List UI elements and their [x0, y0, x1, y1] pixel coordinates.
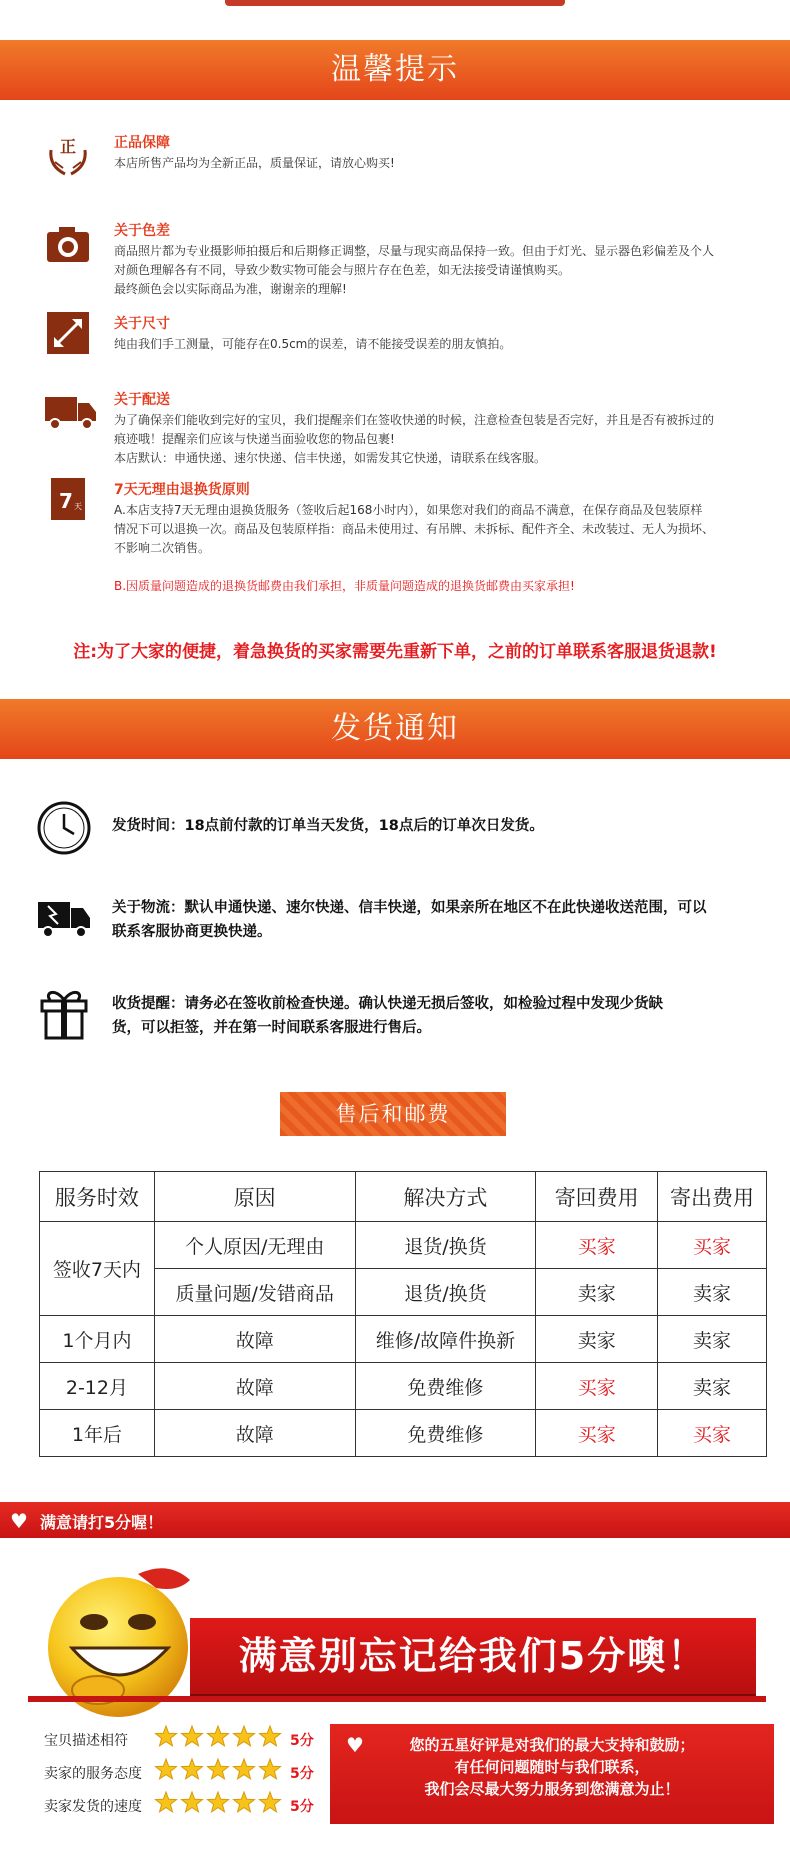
star-rating: [154, 1757, 284, 1787]
tip-title: 关于色差: [114, 223, 170, 239]
header-cell: 服务时效: [40, 1172, 155, 1222]
reason-cell: 故障: [154, 1363, 355, 1410]
star-icon: [260, 1726, 281, 1746]
gift-box-icon: [36, 986, 92, 1042]
tip-body: 本店所售产品均为全新正品，质量保证，请放心购买!: [114, 156, 395, 170]
tip-body: 为了确保亲们能收到完好的宝贝，我们提醒亲们在签收快递的时候，注意检查包装是否完好，并且是否有被拆过的 痕迹哦！提醒亲们应该与快递当面验收您的物品包裹! 本店默认：申通快递、速尔快递、信丰快递，如需发其它快递，请联系在线客服。: [114, 413, 715, 465]
period-cell: 1年后: [40, 1410, 155, 1457]
score-value: 5分: [290, 1766, 314, 1782]
return-fee-cell: 买家: [536, 1410, 658, 1457]
camera-icon: [45, 222, 91, 268]
solution-cell: 维修/故障件换新: [355, 1316, 536, 1363]
send-fee-cell: 卖家: [658, 1363, 767, 1410]
star-icon: [182, 1759, 203, 1779]
tip-body: 商品照片都为专业摄影师拍摄后和后期修正调整，尽量与现实商品保持一致。但由于灯光、显示器色彩偏差及个人 对颜色理解各有不同，导致少数实物可能会与照片存在色差，如无法接受请谨慎购买。 最终颜色会以实际商品为准，谢谢亲的理解!: [114, 244, 715, 296]
solution-cell: 退货/换货: [355, 1222, 536, 1269]
reason-cell: 质量问题/发错商品: [154, 1269, 355, 1316]
return-fee-cell: 买家: [536, 1222, 658, 1269]
score-label: 卖家发货的速度: [44, 1799, 142, 1815]
header-cell: 寄出费用: [658, 1172, 767, 1222]
table-row: [40, 1316, 767, 1363]
star-icon: [234, 1792, 255, 1812]
star-icon: [156, 1792, 177, 1812]
table-row: [40, 1363, 767, 1410]
send-fee-cell: 买家: [658, 1410, 767, 1457]
send-fee-cell: 卖家: [658, 1269, 767, 1316]
shipping-banner: 发货通知: [0, 699, 790, 759]
return-fee-cell: 卖家: [536, 1269, 658, 1316]
table-row: [40, 1222, 767, 1269]
star-icon: [208, 1792, 229, 1812]
tip-body: 纯由我们手工测量，可能存在0.5cm的误差，请不能接受误差的朋友慎拍。: [114, 337, 512, 351]
reason-cell: 故障: [154, 1316, 355, 1363]
star-icon: [234, 1726, 255, 1746]
reason-cell: 个人原因/无理由: [154, 1222, 355, 1269]
reorder-note: 注:为了大家的便捷，着急换货的买家需要先重新下单，之前的订单联系客服退货退款!: [73, 642, 717, 662]
return-fee-cell: 卖家: [536, 1316, 658, 1363]
header-cell: 原因: [154, 1172, 355, 1222]
period-cell: 1个月内: [40, 1316, 155, 1363]
score-row: [44, 1724, 324, 1754]
table-header-row: [40, 1172, 767, 1222]
genuine-hands-icon: [45, 132, 91, 178]
score-value: 5分: [290, 1733, 314, 1749]
tip-body: A.本店支持7天无理由退换货服务（签收后起168小时内），如果您对我们的商品不满意，在保存商品及包装原样 情况下可以退换一次。商品及包装原样指：商品未使用过、有吊牌、未拆标、配件齐全、未改装过、无人为损坏、 不影响二次销售。 B.因质量问题造成的退换货邮费由我们承担，非质量问题造成的退换货邮费由买家承担!: [114, 501, 774, 596]
rating-bar: [0, 1502, 790, 1538]
svg-text:天: 天: [74, 502, 82, 511]
solution-cell: 免费维修: [355, 1363, 536, 1410]
message-line: 您的五星好评是对我们的最大支持和鼓励；: [409, 1736, 695, 1754]
after-sales-title: 售后和邮费: [280, 1092, 506, 1136]
star-icon: [260, 1759, 281, 1779]
send-fee-cell: 卖家: [658, 1316, 767, 1363]
banner-shelf: [28, 1696, 766, 1702]
tip-title: 关于尺寸: [114, 316, 170, 332]
send-fee-cell: 买家: [658, 1222, 767, 1269]
star-icon: [156, 1726, 177, 1746]
five-star-banner: 满意别忘记给我们5分噢！: [190, 1618, 756, 1694]
star-icon: [182, 1792, 203, 1812]
resize-arrow-icon: [45, 310, 91, 356]
score-label: 卖家的服务态度: [44, 1766, 142, 1782]
period-cell: 签收7天内: [40, 1222, 155, 1316]
score-value: 5分: [290, 1799, 314, 1815]
tip-title: 7天无理由退换货原则: [114, 482, 250, 498]
period-cell: 2-12月: [40, 1363, 155, 1410]
express-truck-icon: [36, 890, 92, 946]
header-cell: 寄回费用: [536, 1172, 658, 1222]
after-sales-table: [39, 1171, 767, 1457]
star-icon: [208, 1759, 229, 1779]
heart-icon: ♥: [10, 1509, 28, 1533]
score-row: [44, 1790, 324, 1820]
rating-bar-label: 满意请打5分喔！: [40, 1513, 164, 1532]
score-row: [44, 1757, 324, 1787]
reason-cell: 故障: [154, 1410, 355, 1457]
header-cell: 解决方式: [355, 1172, 536, 1222]
ship-text: 关于物流：默认申通快递、速尔快递、信丰快递，如果亲所在地区不在此快递收送范围，可以 联系客服协商更换快递。: [112, 900, 707, 940]
star-icon: [182, 1726, 203, 1746]
star-icon: [260, 1792, 281, 1812]
return-fee-warning: B.因质量问题造成的退换货邮费由我们承担，非质量问题造成的退换货邮费由买家承担!: [114, 579, 575, 593]
message-line: 有任何问题随时与我们联系，: [454, 1758, 650, 1776]
table-row: [40, 1410, 767, 1457]
score-label: 宝贝描述相符: [44, 1733, 128, 1749]
ship-text: 收货提醒：请务必在签收前检查快递。确认快递无损后签收，如检验过程中发现少货缺 货，可以拒签，并在第一时间联系客服进行售后。: [112, 996, 663, 1036]
delivery-truck-icon: [45, 389, 97, 435]
svg-text:正: 正: [59, 137, 77, 156]
star-rating: [154, 1724, 284, 1754]
heart-icon: ♥: [346, 1733, 364, 1757]
star-icon: [234, 1759, 255, 1779]
star-rating: [154, 1790, 284, 1820]
star-icon: [208, 1726, 229, 1746]
solution-cell: 免费维修: [355, 1410, 536, 1457]
message-line: 我们会尽最大努力服务到您满意为止！: [424, 1780, 680, 1798]
feedback-message-box: [330, 1724, 774, 1824]
ship-text: 发货时间：18点前付款的订单当天发货，18点后的订单次日发货。: [112, 818, 544, 834]
clock-icon: [36, 800, 92, 856]
tips-banner: 温馨提示: [0, 40, 790, 100]
tip-title: 正品保障: [114, 135, 170, 151]
tip-title: 关于配送: [114, 392, 170, 408]
star-icon: [156, 1759, 177, 1779]
top-decoration: [225, 0, 565, 6]
seven-day-calendar-icon: [45, 476, 91, 522]
return-fee-cell: 买家: [536, 1363, 658, 1410]
svg-text:7: 7: [59, 489, 73, 513]
solution-cell: 退货/换货: [355, 1269, 536, 1316]
